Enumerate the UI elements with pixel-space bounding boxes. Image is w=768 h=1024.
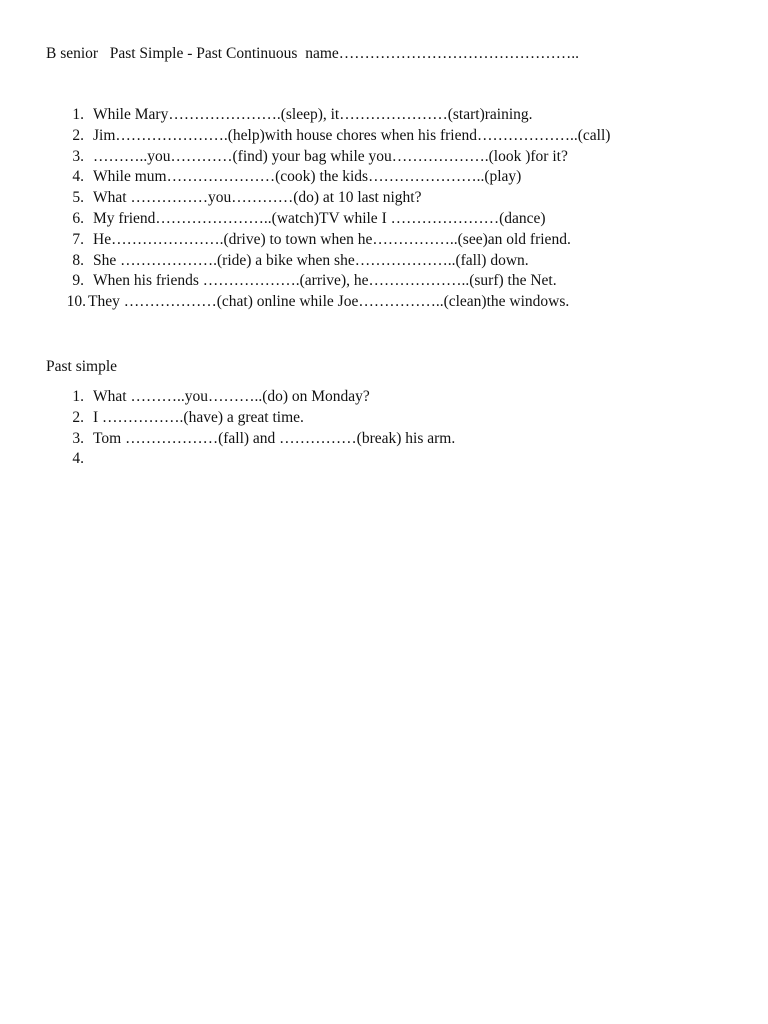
item-text: My friend…………………..(watch)TV while I …………………(dance): [93, 209, 546, 227]
item-text: I …………….(have) a great time.: [93, 408, 304, 426]
item-text: They ………………(chat) online while Joe……………..(clean)the windows.: [88, 293, 570, 311]
item-number: 8.: [72, 251, 84, 269]
item-number: 2.: [72, 408, 84, 426]
item-number: 4.: [72, 450, 84, 468]
item-number: 10.: [66, 293, 86, 311]
item-number: 6.: [72, 209, 84, 227]
item-number: 4.: [72, 168, 84, 186]
item-number: 7.: [72, 230, 84, 248]
item-text: While Mary………………….(sleep), it…………………(start)raining.: [93, 106, 533, 123]
item-number: 3.: [72, 147, 84, 165]
item-text: While mum…………………(cook) the kids…………………..(play): [93, 168, 522, 186]
item-text: He………………….(drive) to town when he……………..(see)an old friend.: [93, 230, 571, 248]
item-number: 3.: [72, 429, 84, 447]
item-number: 1.: [72, 388, 84, 405]
item-text: When his friends ……………….(arrive), he………………..(surf) the Net.: [93, 272, 557, 290]
item-text: What ………..you………..(do) on Monday?: [93, 388, 370, 405]
item-number: 5.: [72, 189, 84, 207]
worksheet-header: B senior Past Simple - Past Continuous name………………………………………..: [46, 45, 580, 62]
section-title-past-simple: Past simple: [46, 358, 118, 375]
item-text: ………..you…………(find) your bag while you……………….(look )for it?: [93, 147, 568, 165]
item-text: Tom ………………(fall) and ……………(break) his arm.: [93, 429, 456, 447]
item-number: 2.: [72, 126, 84, 144]
item-number: 1.: [72, 106, 84, 123]
item-number: 9.: [72, 272, 84, 290]
item-text: She ……………….(ride) a bike when she………………..(fall) down.: [93, 251, 529, 269]
item-text: Jim………………….(help)with house chores when his friend………………..(call): [93, 126, 611, 144]
item-text: What ……………you…………(do) at 10 last night?: [93, 189, 422, 207]
